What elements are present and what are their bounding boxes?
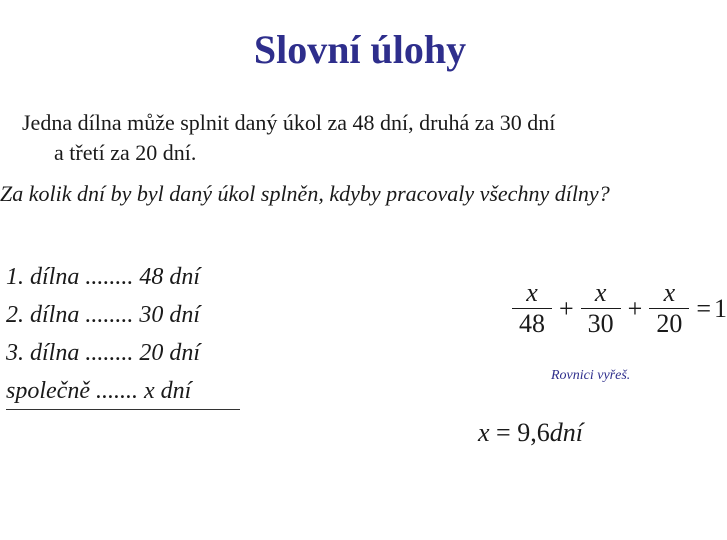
solution-unit: dní [549, 418, 583, 447]
fraction-denominator: 30 [587, 309, 614, 338]
fraction-numerator: x [663, 278, 676, 307]
workshop-list [6, 258, 200, 410]
fraction-numerator: x [526, 278, 538, 307]
solution [478, 418, 583, 448]
list-underline [6, 409, 240, 410]
equals-sign: = [696, 293, 712, 323]
hint-text: Rovnici vyřeš. [551, 368, 631, 383]
list-item: 3. dílna ........ 20 dní [6, 340, 201, 366]
slide-title: Slovní úlohy [253, 27, 467, 72]
equation [508, 278, 727, 339]
fraction-2 [581, 278, 621, 339]
fraction-denominator: 48 [519, 309, 545, 338]
fraction-numerator: x [594, 278, 607, 307]
problem-statement [22, 108, 702, 168]
list-item: společně ....... x dní [6, 378, 192, 404]
solution-value: 9,6 [517, 418, 550, 447]
solution-equals: = [496, 418, 511, 447]
problem-line-1: Jedna dílna může splnit daný úkol za 48 dní, druhá za 30 dní [22, 110, 556, 135]
fraction-3 [649, 278, 689, 339]
list-item: 1. dílna ........ 48 dní [6, 264, 201, 290]
equation-rhs: 1 [714, 293, 727, 323]
question-text: Za kolik dní by byl daný úkol splněn, kdyby pracovaly všechny dílny? [0, 181, 610, 206]
solution-variable: x [478, 418, 490, 447]
plus-sign: + [559, 293, 574, 323]
list-item: 2. dílna ........ 30 dní [6, 302, 201, 328]
fraction-denominator: 20 [656, 309, 683, 338]
plus-sign: + [627, 293, 643, 323]
problem-line-2: a třetí za 20 dní. [54, 140, 197, 165]
fraction-1 [512, 278, 552, 339]
